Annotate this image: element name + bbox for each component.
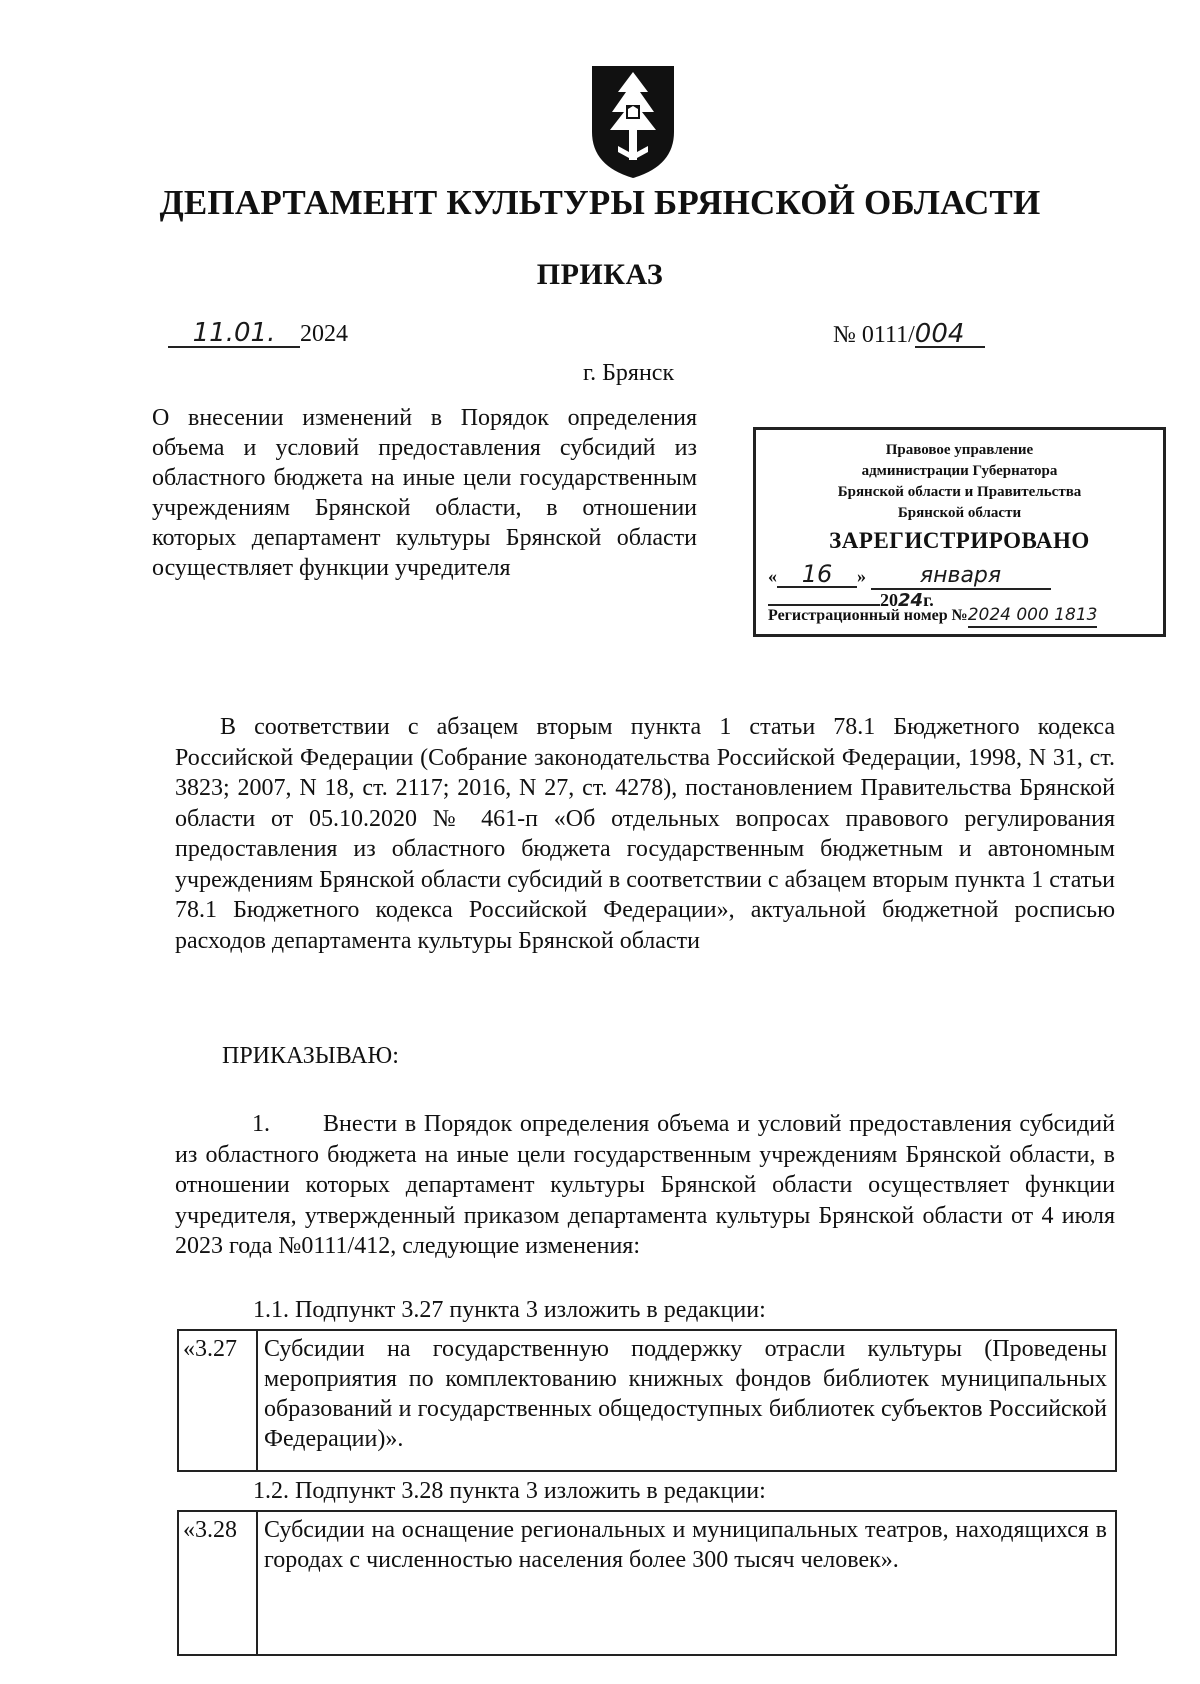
stamp-number-row bbox=[768, 605, 1157, 628]
handwritten-date: 11.01. bbox=[168, 320, 300, 348]
registration-stamp bbox=[753, 427, 1166, 637]
preamble-paragraph bbox=[175, 712, 1115, 956]
stamp-line-4: Брянской области bbox=[897, 505, 1022, 521]
stamp-reg-label: Регистрационный номер № bbox=[768, 607, 968, 624]
order-number bbox=[833, 319, 985, 349]
item-1-number: 1. bbox=[252, 1111, 270, 1137]
handwritten-number: 004 bbox=[915, 322, 985, 348]
subitem-1-2: 1.2. Подпункт 3.28 пункта 3 изложить в редакции: bbox=[253, 1478, 766, 1504]
subitem-1-1: 1.1. Подпункт 3.27 пункта 3 изложить в редакции: bbox=[253, 1297, 766, 1323]
stamp-line-3: Брянской области и Правительства bbox=[837, 484, 1082, 500]
stamp-year: 24 bbox=[898, 590, 924, 611]
amendment-text: Субсидии на государственную поддержку отрасли культуры (Проведены мероприятия по комплектованию книжных фондов библиотек муниципальных образований и государственных общедоступных библиотек субъектов Российской Федерации)». bbox=[264, 1336, 1107, 1452]
order-number-prefix: № 0111/ bbox=[833, 322, 915, 348]
preamble-text: В соответствии с абзацем вторым пункта 1 статьи 78.1 Бюджетного кодекса Российской Федерации (Собрание законодательства Российской Федерации, 1998, N 31, ст. 3823; 2007, N 18, ст. 2117; 2016, N 27, ст. 4278), постановлением Правительства Брянской области от 05.10.2020 № 461-п «Об отдельных вопросах правового регулирования предоставления из областного бюджета государственным бюджетным и автономным учреждениям Брянской области субсидий в соответствии с абзацем вторым пункта 1 статьи 78.1 Бюджетного кодекса Российской Федерации», актуальной бюджетной росписью расходов департамента культуры Брянской области bbox=[175, 714, 1115, 954]
stamp-day: 16 bbox=[777, 562, 857, 588]
amendment-code: «3.27 bbox=[179, 1331, 258, 1470]
order-word: ПРИКАЗЫВАЮ: bbox=[222, 1043, 399, 1069]
item-1-text: Внести в Порядок определения объема и условий предоставления субсидий из областного бюджета на иные цели государственным учреждениям Брянской области, в отношении которых департамент культуры Брянской области осуществляет функции учредителя, утвержденный приказом департамента культуры Брянской области от 4 июля 2023 года №0111/412, следующие изменения: bbox=[175, 1111, 1115, 1259]
order-year: 2024 bbox=[300, 321, 348, 347]
stamp-date-row: « 16 » января2024г. bbox=[768, 562, 1151, 611]
amendment-code: «3.28 bbox=[179, 1512, 258, 1654]
stamp-month: января bbox=[871, 564, 1051, 590]
city: г. Брянск bbox=[583, 360, 675, 386]
stamp-year-suffix: г. bbox=[923, 590, 934, 610]
stamp-line-2: администрации Губернатора bbox=[861, 463, 1058, 479]
amendment-text: Субсидии на оснащение региональных и муниципальных театров, находящихся в городах с численностью населения более 300 тысяч человек». bbox=[264, 1517, 1107, 1573]
order-date bbox=[168, 320, 348, 348]
stamp-registered: ЗАРЕГИСТРИРОВАНО bbox=[829, 528, 1090, 553]
order-title: О внесении изменений в Порядок определения объема и условий предоставления субсидий из областного бюджета на иные цели государственным учреждениям Брянской области, в отношении которых департамент культуры Брянской области осуществляет функции учредителя bbox=[152, 405, 697, 581]
amendment-table-3-27 bbox=[177, 1329, 1117, 1472]
item-1 bbox=[175, 1109, 1115, 1262]
stamp-year-prefix: 20 bbox=[880, 590, 898, 610]
coat-of-arms-icon bbox=[588, 62, 678, 182]
document-type: ПРИКАЗ bbox=[536, 258, 664, 291]
department-name: ДЕПАРТАМЕНТ КУЛЬТУРЫ БРЯНСКОЙ ОБЛАСТИ bbox=[159, 183, 1041, 222]
stamp-line-1: Правовое управление bbox=[885, 442, 1034, 458]
amendment-table-3-28 bbox=[177, 1510, 1117, 1656]
stamp-reg-number: 2024 000 1813 bbox=[968, 605, 1098, 628]
